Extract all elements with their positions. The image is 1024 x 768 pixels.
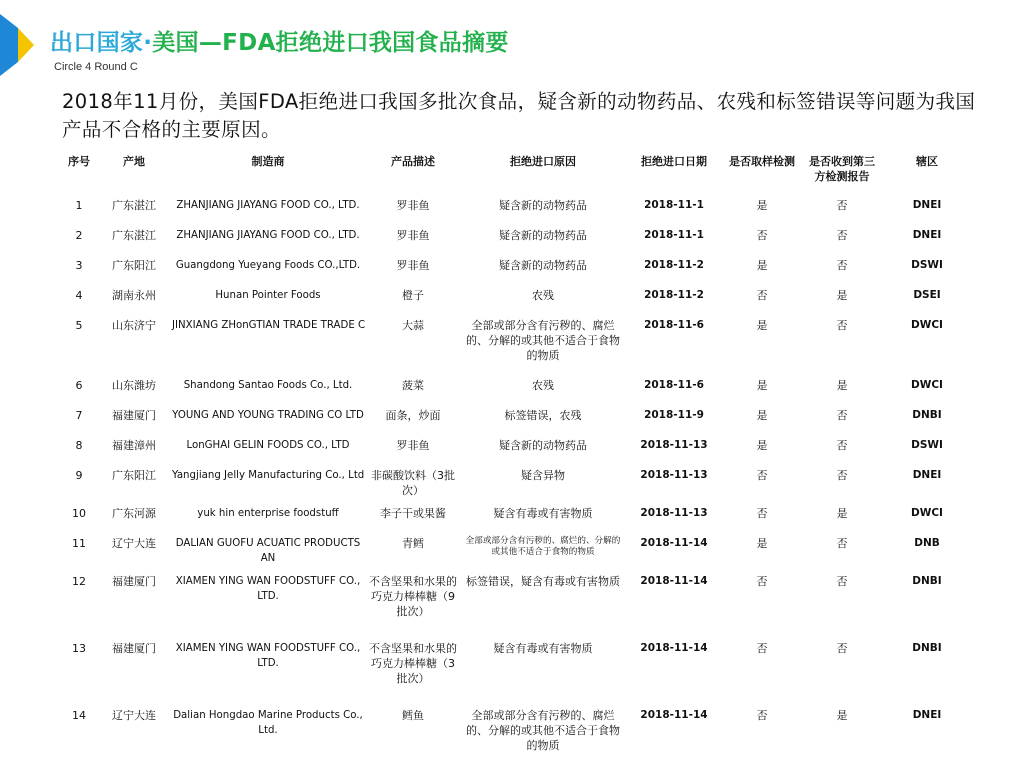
cell-no: 4 (75, 289, 83, 302)
cell-third-party: 否 (836, 575, 848, 588)
cell-date: 2018-11-2 (644, 289, 704, 301)
table-row (60, 198, 972, 228)
cell-no: 9 (75, 469, 83, 482)
table-row (60, 318, 972, 378)
table-row (60, 258, 972, 288)
cell-reason: 疑含新的动物药品 (499, 199, 587, 212)
cell-third-party: 否 (836, 439, 848, 452)
cell-manufacturer: Shandong Santao Foods Co., Ltd. (183, 380, 353, 391)
cell-no: 6 (75, 379, 83, 392)
cell-date: 2018-11-1 (644, 199, 704, 211)
cell-district: DSWI (911, 259, 943, 271)
cell-sampled: 否 (756, 469, 768, 482)
cell-no: 12 (72, 575, 86, 588)
cell-origin: 山东济宁 (112, 319, 156, 332)
cell-district: DNEI (912, 469, 942, 481)
page-title (50, 24, 509, 57)
cell-reason: 标签错误，疑含有毒或有害物质 (466, 575, 620, 588)
table-row (60, 574, 972, 641)
cell-date: 2018-11-14 (640, 537, 708, 549)
rejection-table (60, 154, 972, 758)
cell-manufacturer: YOUNG AND YOUNG TRADING CO LTD (172, 410, 364, 421)
cell-manufacturer: JINXIANG ZHonGTIAN TRADE TRADE C (172, 320, 366, 331)
table-row (60, 228, 972, 258)
cell-no: 5 (75, 319, 83, 332)
cell-product: 罗非鱼 (396, 229, 430, 242)
cell-sampled: 是 (756, 259, 768, 272)
cell-reason: 农残 (532, 379, 554, 392)
cell-third-party: 否 (836, 409, 848, 422)
header-district: 辖区 (916, 155, 938, 168)
cell-product: 非碳酸饮料（3批次） (371, 469, 455, 497)
cell-third-party: 否 (836, 229, 848, 242)
cell-manufacturer: Dalian Hongdao Marine Products Co., Ltd. (173, 710, 363, 736)
header-date: 拒绝进口日期 (641, 155, 707, 168)
cell-district: DNEI (912, 229, 942, 241)
cell-reason: 疑含新的动物药品 (499, 259, 587, 272)
cell-product: 大蒜 (402, 319, 424, 332)
cell-district: DSEI (913, 289, 941, 301)
cell-sampled: 否 (756, 229, 768, 242)
cell-sampled: 是 (756, 409, 768, 422)
cell-reason: 疑含新的动物药品 (499, 439, 587, 452)
cell-district: DNB (914, 537, 940, 549)
cell-district: DNBI (912, 575, 942, 587)
cell-date: 2018-11-6 (644, 379, 704, 391)
cell-sampled: 是 (756, 537, 768, 550)
title-suffix: —FDA拒绝进口我国食品摘要 (198, 30, 509, 56)
cell-sampled: 是 (756, 439, 768, 452)
cell-sampled: 否 (756, 709, 768, 722)
cell-reason: 疑含有毒或有害物质 (493, 642, 593, 655)
header-origin: 产地 (123, 155, 145, 168)
cell-reason: 农残 (532, 289, 554, 302)
table-header-row (60, 154, 972, 198)
table-row (60, 378, 972, 408)
cell-third-party: 是 (836, 379, 848, 392)
cell-reason: 疑含新的动物药品 (499, 229, 587, 242)
cell-product: 青鳕 (402, 537, 424, 550)
header-manufacturer: 制造商 (251, 155, 285, 168)
table-row (60, 288, 972, 318)
header-third-party: 是否收到第三方检测报告 (809, 155, 875, 183)
cell-no: 2 (75, 229, 83, 242)
cell-product: 鳕鱼 (402, 709, 424, 722)
cell-date: 2018-11-14 (640, 709, 708, 721)
cell-product: 不含坚果和水果的巧克力棒棒糖（3批次） (369, 642, 457, 685)
cell-reason: 全部或部分含有污秽的、腐烂的、分解的或其他不适合于食物的物质 (465, 536, 621, 557)
cell-third-party: 否 (836, 642, 848, 655)
cell-origin: 福建厦门 (112, 575, 156, 588)
page-subtitle: Circle 4 Round C (54, 61, 138, 73)
cell-manufacturer: Hunan Pointer Foods (215, 290, 321, 301)
cell-reason: 疑含有毒或有害物质 (493, 507, 593, 520)
cell-origin: 广东阳江 (112, 469, 156, 482)
cell-sampled: 否 (756, 575, 768, 588)
cell-third-party: 是 (836, 709, 848, 722)
cell-origin: 福建漳州 (112, 439, 156, 452)
cell-date: 2018-11-2 (644, 259, 704, 271)
cell-no: 8 (75, 439, 83, 452)
cell-district: DWCI (911, 507, 943, 519)
cell-manufacturer: Yangjiang Jelly Manufacturing Co., Ltd (172, 470, 365, 481)
cell-date: 2018-11-9 (644, 409, 704, 421)
cell-product: 不含坚果和水果的巧克力棒棒糖（9批次） (369, 575, 457, 618)
cell-product: 李子干或果酱 (380, 507, 446, 520)
table-row (60, 536, 972, 574)
header-reason: 拒绝进口原因 (510, 155, 576, 168)
cell-manufacturer: ZHANJIANG JIAYANG FOOD CO., LTD. (176, 230, 360, 241)
cell-date: 2018-11-14 (640, 575, 708, 587)
cell-sampled: 否 (756, 507, 768, 520)
cell-no: 10 (72, 507, 86, 520)
cell-no: 7 (75, 409, 83, 422)
header-no: 序号 (68, 155, 90, 168)
cell-origin: 广东河源 (112, 507, 156, 520)
cell-manufacturer: XIAMEN YING WAN FOODSTUFF CO., LTD. (175, 643, 361, 669)
cell-district: DNEI (912, 199, 942, 211)
cell-date: 2018-11-13 (640, 507, 708, 519)
cell-district: DWCI (911, 379, 943, 391)
cell-district: DWCI (911, 319, 943, 331)
cell-district: DNEI (912, 709, 942, 721)
cell-date: 2018-11-14 (640, 642, 708, 654)
cell-origin: 湖南永州 (112, 289, 156, 302)
table-row (60, 438, 972, 468)
cell-reason: 全部或部分含有污秽的、腐烂的、分解的或其他不适合于食物的物质 (466, 319, 620, 362)
cell-origin: 福建厦门 (112, 409, 156, 422)
cell-sampled: 否 (756, 289, 768, 302)
cell-product: 面条，炒面 (385, 409, 441, 422)
cell-reason: 疑含异物 (521, 469, 565, 482)
cell-district: DNBI (912, 642, 942, 654)
table-row (60, 468, 972, 506)
cell-date: 2018-11-1 (644, 229, 704, 241)
cell-product: 罗非鱼 (396, 439, 430, 452)
cell-third-party: 是 (836, 289, 848, 302)
cell-third-party: 否 (836, 319, 848, 332)
cell-manufacturer: Guangdong Yueyang Foods CO.,LTD. (175, 260, 361, 271)
cell-no: 1 (75, 199, 83, 212)
cell-origin: 福建厦门 (112, 642, 156, 655)
intro-paragraph: 2018年11月份，美国FDA拒绝进口我国多批次食品，疑含新的动物药品、农残和标签错误等问题为我国产品不合格的主要原因。 (62, 90, 976, 141)
header-sampled: 是否取样检测 (729, 155, 795, 168)
cell-sampled: 否 (756, 642, 768, 655)
table-row (60, 641, 972, 708)
cell-third-party: 否 (836, 469, 848, 482)
cell-no: 3 (75, 259, 83, 272)
table-row (60, 408, 972, 438)
cell-origin: 广东湛江 (112, 229, 156, 242)
cell-manufacturer: LonGHAI GELIN FOODS CO., LTD (186, 440, 350, 451)
cell-manufacturer: XIAMEN YING WAN FOODSTUFF CO., LTD. (175, 576, 361, 602)
cell-sampled: 是 (756, 379, 768, 392)
cell-no: 11 (72, 537, 86, 550)
cell-date: 2018-11-13 (640, 469, 708, 481)
cell-origin: 辽宁大连 (112, 709, 156, 722)
table-row (60, 506, 972, 536)
cell-third-party: 否 (836, 537, 848, 550)
cell-no: 14 (72, 709, 86, 722)
cell-date: 2018-11-6 (644, 319, 704, 331)
cell-third-party: 是 (836, 507, 848, 520)
cell-product: 罗非鱼 (396, 259, 430, 272)
cell-origin: 辽宁大连 (112, 537, 156, 550)
cell-reason: 全部或部分含有污秽的、腐烂的、分解的或其他不适合于食物的物质 (466, 709, 620, 752)
brand-logo-icon (0, 14, 34, 76)
header-product: 产品描述 (391, 155, 435, 168)
cell-reason: 标签错误，农残 (504, 409, 582, 422)
cell-sampled: 是 (756, 199, 768, 212)
cell-product: 罗非鱼 (396, 199, 430, 212)
cell-origin: 山东潍坊 (112, 379, 156, 392)
cell-date: 2018-11-13 (640, 439, 708, 451)
cell-manufacturer: yuk hin enterprise foodstuff (197, 508, 339, 519)
cell-no: 13 (72, 642, 86, 655)
cell-district: DSWI (911, 439, 943, 451)
cell-district: DNBI (912, 409, 942, 421)
table-row (60, 708, 972, 758)
cell-third-party: 否 (836, 259, 848, 272)
title-country: 美国 (152, 30, 199, 56)
cell-origin: 广东阳江 (112, 259, 156, 272)
cell-manufacturer: ZHANJIANG JIAYANG FOOD CO., LTD. (176, 200, 360, 211)
cell-product: 菠菜 (402, 379, 424, 392)
title-prefix: 出口国家· (50, 30, 153, 56)
cell-sampled: 是 (756, 319, 768, 332)
cell-manufacturer: DALIAN GUOFU ACUATIC PRODUCTS AN (175, 538, 361, 564)
cell-product: 橙子 (402, 289, 424, 302)
cell-origin: 广东湛江 (112, 199, 156, 212)
cell-third-party: 否 (836, 199, 848, 212)
